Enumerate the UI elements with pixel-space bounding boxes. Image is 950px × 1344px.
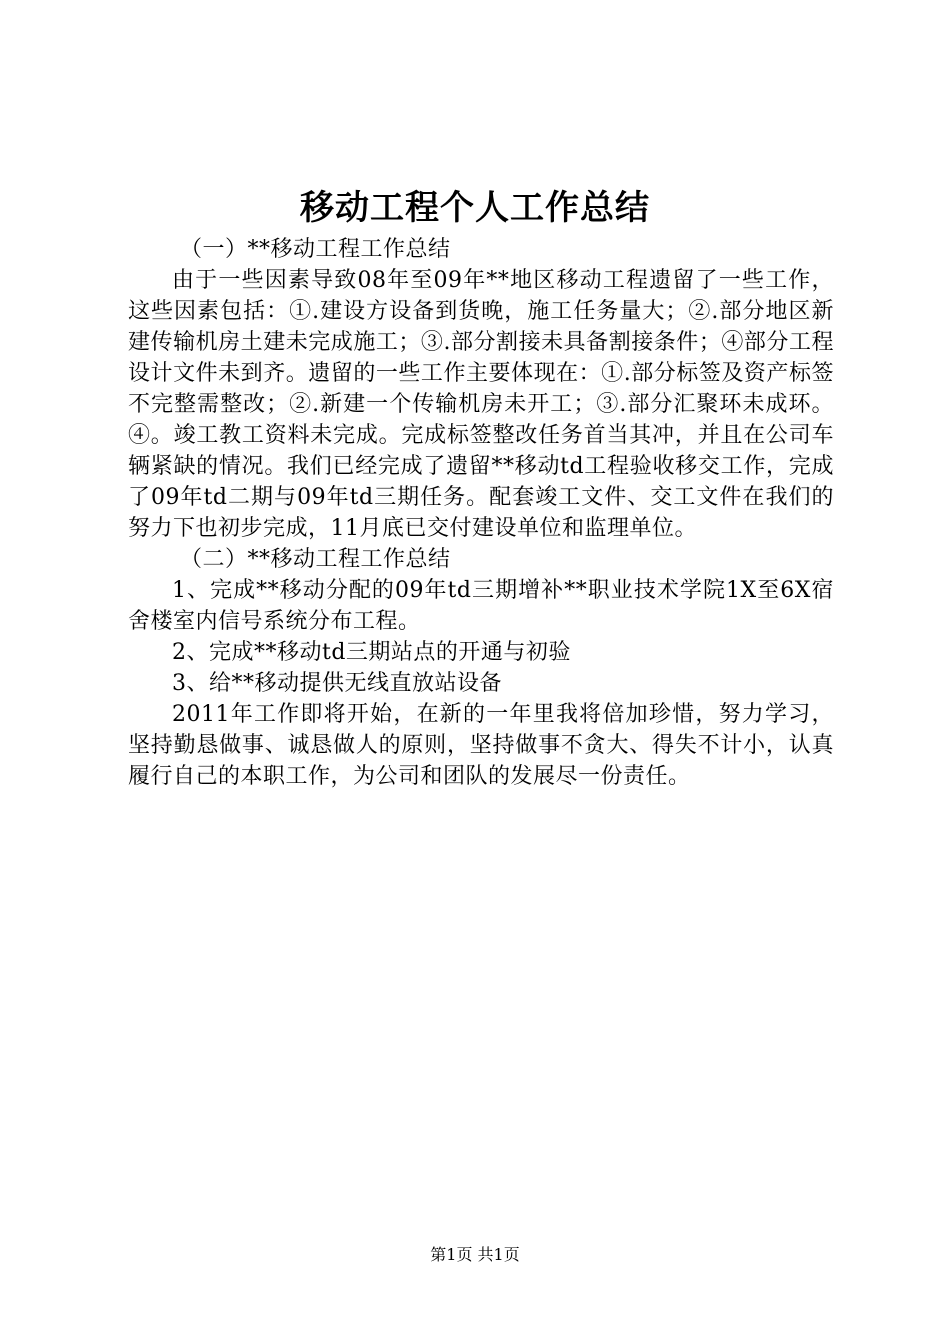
section-heading-1: （一）**移动工程工作总结 bbox=[180, 237, 451, 262]
list-item-2: 2、完成**移动td三期站点的开通与初验 bbox=[172, 640, 571, 665]
list-item-1: 1、完成**移动分配的09年td三期增补**职业技术学院1X至6X宿舍楼室内信号系统分布工程。 bbox=[128, 578, 834, 634]
paragraph-section-1: 由于一些因素导致08年至09年**地区移动工程遗留了一些工作，这些因素包括：①.建设方设备到货晚，施工任务量大；②.部分地区新建传输机房土建未完成施工；③.部分割接未具备割接条件；④部分工程设计文件未到齐。遗留的一些工作主要体现在：①.部分标签及资产标签不完整需整改；②.新建一个传输机房未开工；③.部分汇聚环未成环。④。竣工教工资料未完成。完成标签整改任务首当其冲，并且在公司车辆紧缺的情况。我们已经完成了遗留**移动td工程验收移交工作，完成了09年td二期与09年td三期任务。配套竣工文件、交工文件在我们的努力下也初步完成，11月底已交付建设单位和监理单位。 bbox=[128, 268, 834, 541]
list-item-3: 3、给**移动提供无线直放站设备 bbox=[172, 671, 502, 696]
document-title: 移动工程个人工作总结 bbox=[300, 188, 650, 228]
section-heading-2: （二）**移动工程工作总结 bbox=[180, 547, 451, 572]
document-body bbox=[128, 234, 834, 792]
paragraph-closing: 2011年工作即将开始，在新的一年里我将倍加珍惜，努力学习，坚持勤恳做事、诚恳做人的原则，坚持做事不贪大、得失不计小，认真履行自己的本职工作，为公司和团队的发展尽一份责任。 bbox=[128, 702, 834, 789]
page-footer: 第1页 共1页 bbox=[430, 1245, 520, 1264]
